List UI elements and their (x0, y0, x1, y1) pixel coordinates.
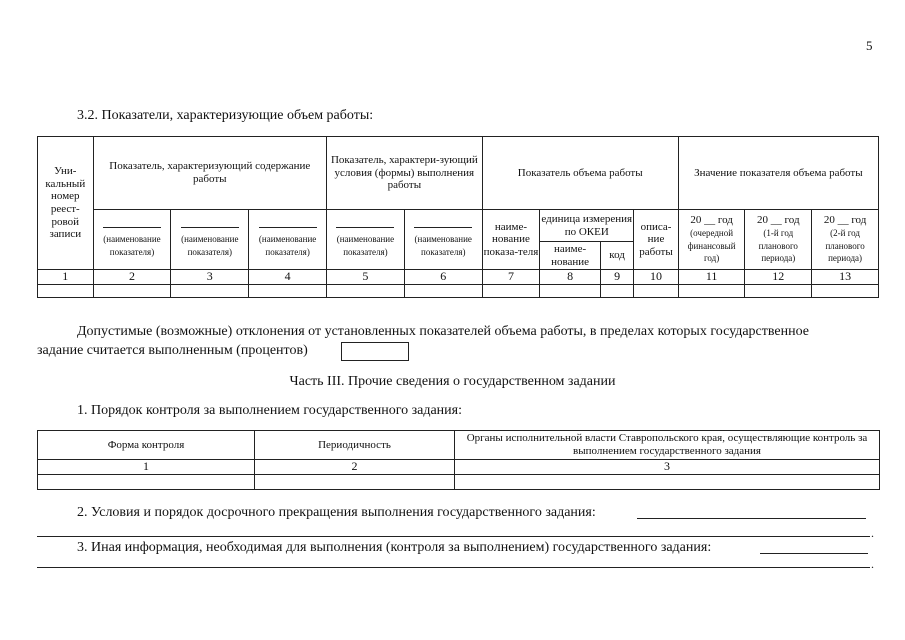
col-num: 2 (255, 460, 455, 475)
col-num: 9 (600, 270, 633, 285)
sub-indicator-name: (наименование показателя) (249, 210, 327, 270)
section-1-heading: 1. Порядок контроля за выполнением государственного задания: (77, 403, 462, 418)
col-num: 7 (482, 270, 540, 285)
header-periodicity: Периодичность (255, 431, 455, 460)
work-description: описа-ние работы (634, 210, 679, 270)
sub-indicator-name: (наименование показателя) (171, 210, 249, 270)
sub-indicator-name: (наименование показателя) (404, 210, 482, 270)
page-number: 5 (866, 38, 873, 53)
col-num: 8 (540, 270, 601, 285)
column-numbers-row (38, 460, 880, 475)
tolerance-text-line2: задание считается выполненным (процентов) (37, 343, 308, 358)
work-volume-table (37, 136, 879, 298)
sub-indicator-name: (наименование показателя) (93, 210, 171, 270)
header-volume-indicator: Показатель объема работы (482, 137, 678, 210)
table-row (38, 474, 880, 489)
header-unique-number: Уни-кальный номер реест-ровой записи (38, 137, 94, 270)
part-3-title: Часть III. Прочие сведения о государственном задании (289, 374, 616, 389)
col-num: 1 (38, 460, 255, 475)
year-3: 20 __ год (2-й год планового периода) (812, 210, 879, 270)
tolerance-percent-box[interactable] (341, 342, 409, 361)
year-2: 20 __ год (1-й год планового периода) (745, 210, 812, 270)
col-num: 2 (93, 270, 171, 285)
line-end-dot: . (871, 557, 874, 571)
header-content-indicator: Показатель, характеризующий содержание работы (93, 137, 326, 210)
col-num: 12 (745, 270, 812, 285)
fill-line[interactable] (760, 553, 868, 554)
col-num: 10 (634, 270, 679, 285)
header-control-form: Форма контроля (38, 431, 255, 460)
section-3-text: 3. Иная информация, необходимая для выполнения (контроля за выполнением) государственного задания: (77, 540, 712, 555)
col-num: 3 (171, 270, 249, 285)
volume-indicator-name: наиме-нование показа-теля (482, 210, 540, 270)
line-end-dot: . (871, 526, 874, 540)
control-table (37, 430, 880, 490)
fill-line[interactable] (637, 518, 866, 519)
unit-name: наиме-нование (540, 242, 601, 270)
header-condition-indicator: Показатель, характери-зующий условия (формы) выполнения работы (327, 137, 483, 210)
unit-code: код (600, 242, 633, 270)
col-num: 13 (812, 270, 879, 285)
section-2-text: 2. Условия и порядок досрочного прекращения выполнения государственного задания: (77, 505, 596, 520)
section-heading-3-2: 3.2. Показатели, характеризующие объем работы: (77, 108, 374, 123)
table-row (38, 284, 879, 297)
col-num: 3 (455, 460, 880, 475)
col-num: 4 (249, 270, 327, 285)
fill-line[interactable] (37, 536, 870, 537)
year-1: 20 __ год (очередной финансовый год) (678, 210, 745, 270)
tolerance-text-line1: Допустимые (возможные) отклонения от установленных показателей объема работы, в пределах которых государственное (77, 324, 809, 339)
unit-okei: единица измерения по ОКЕИ (540, 210, 634, 242)
header-value-indicator: Значение показателя объема работы (678, 137, 878, 210)
col-num: 1 (38, 270, 94, 285)
col-num: 5 (327, 270, 405, 285)
col-num: 6 (404, 270, 482, 285)
fill-line[interactable] (37, 567, 870, 568)
header-organs: Органы исполнительной власти Ставропольского края, осуществляющие контроль за выполнением государственного задания (455, 431, 880, 460)
column-numbers-row (38, 270, 879, 285)
col-num: 11 (678, 270, 745, 285)
sub-indicator-name: (наименование показателя) (327, 210, 405, 270)
